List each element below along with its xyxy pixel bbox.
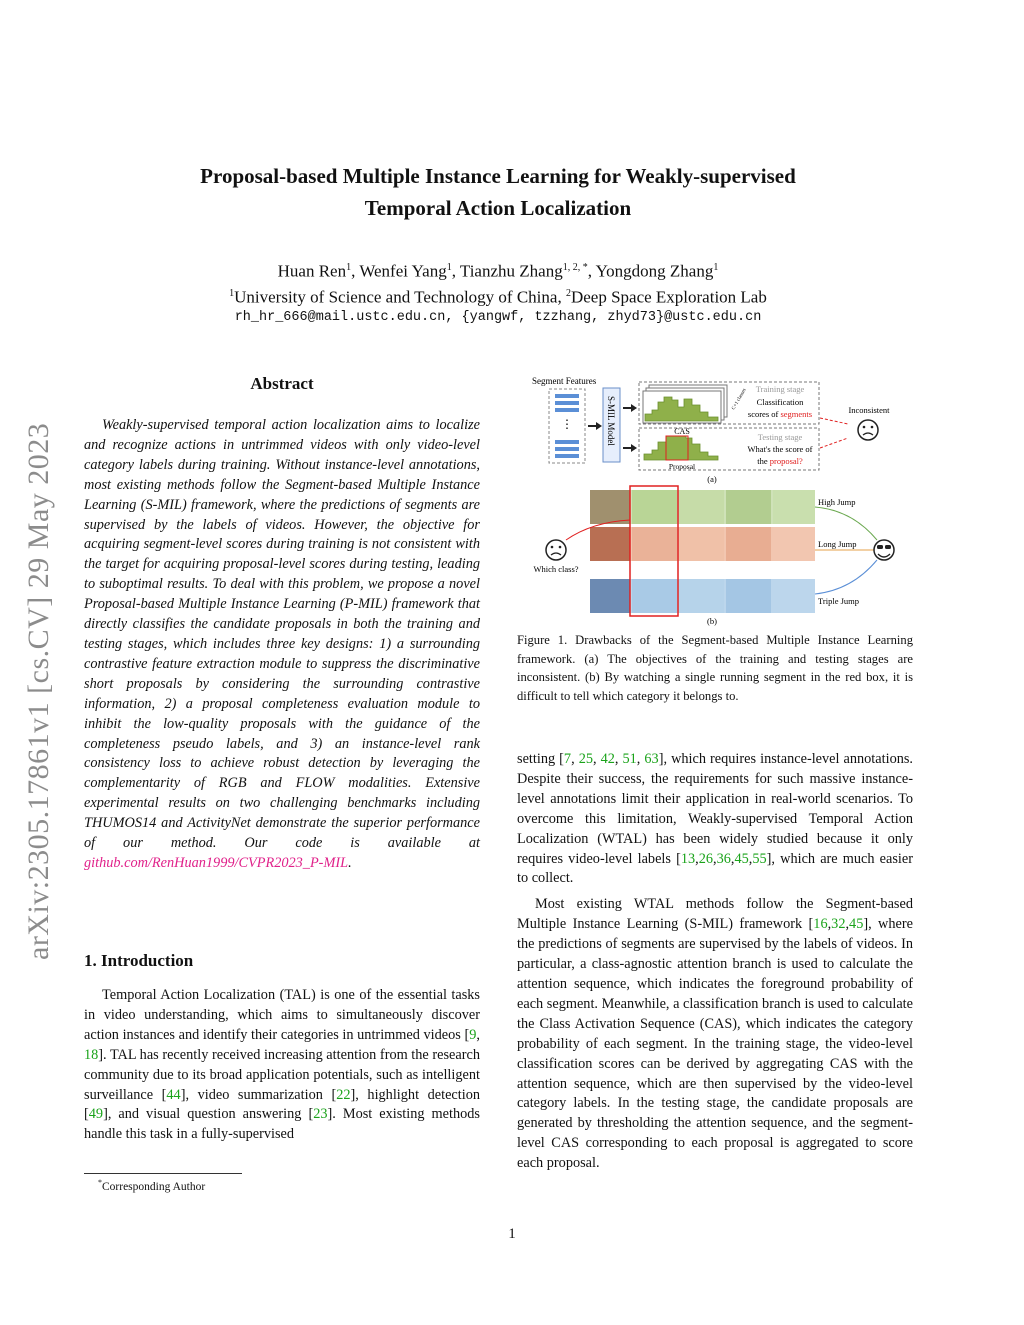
citation-link[interactable]: 7 xyxy=(563,751,572,767)
footnote-text: Corresponding Author xyxy=(102,1180,206,1193)
video-strip-high-jump xyxy=(590,490,815,524)
citation-link[interactable]: 44 xyxy=(166,1086,181,1103)
citation-link[interactable]: 22 xyxy=(336,1086,351,1103)
intro-text: ], highlight detection [ xyxy=(84,1086,481,1123)
fig-label-which-class: Which class? xyxy=(533,564,579,574)
right-column-text xyxy=(517,750,913,1180)
fig-label-whats-score: What's the score of xyxy=(747,444,813,454)
fig-label-testing-stage: Testing stage xyxy=(757,432,803,442)
abstract-text: Weakly-supervised temporal action localization aims to localize and recognize actions in untrimmed videos with only video-level category labels during training. Without instance-level annotations, most existing methods follow the Segment-based Multiple Instance Learning (S-MIL) framework, where the predictions of segments are supervised by the labels of videos. However, the objective for acquiring segment-level scores during training is not consistent with the target for acquiring proposal-level scores during testing, leading to suboptimal results. To deal with this problem, we propose a novel Proposal-based Multiple Instance Learning (P-MIL) framework that directly classifies the candidate proposals in both the training and testing stages, which includes three key designs: 1) a surrounding contrastive feature extraction module to suppress the discriminative short proposals by considering the surrounding contrastive information, 2) a proposal completeness evaluation module to inhibit the low-quality proposals with the guidance of the completeness pseudo labels, and 3) an instance-level rank consistency loss to achieve robust detection by leveraging the complementarity of RGB and FLOW modalities. Extensive experimental results on two challenging benchmarks including THUMOS14 and ActivityNet demonstrate the superior performance of our method. Our code is available at xyxy=(84,417,480,852)
fig-label-classification: Classification xyxy=(756,397,804,407)
citation-link[interactable]: 49 xyxy=(88,1106,104,1123)
abstract-body xyxy=(84,416,480,874)
code-link[interactable]: github.com/RenHuan1999/CVPR2023_P-MIL xyxy=(84,854,349,871)
intro-text: ], video summarization [ xyxy=(180,1086,337,1103)
citation-link[interactable]: 55 xyxy=(752,850,767,867)
video-strip-long-jump xyxy=(590,527,815,561)
intro-text: ]. TAL has recently received increasing attention from the research community due to its broad application potentials, such as intelligent surveillance [ xyxy=(84,1046,480,1103)
cool-face-icon xyxy=(874,540,894,560)
footnote-mark: * xyxy=(98,1178,102,1187)
inconsistent-link-top xyxy=(820,418,848,424)
footnote-rule xyxy=(84,1173,242,1174)
inconsistent-link-bottom xyxy=(820,438,848,448)
citation-link[interactable]: 63 xyxy=(644,751,659,767)
author-name: Yongdong Zhang xyxy=(595,261,714,281)
arrow-triple-jump xyxy=(815,560,877,594)
citation-link[interactable]: 51 xyxy=(622,751,637,767)
citation-link[interactable]: 13 xyxy=(680,850,696,867)
title-line-1: Proposal-based Multiple Instance Learning for Weakly-supervised xyxy=(200,164,796,188)
right-paragraph-1: setting [7, 25, 42, 51, 63], which requires instance-level annotations. Despite their success, the requirements for such massive instance-level annotations limit their application in real-world scenarios. To overcome this limitation, Weakly-supervised Temporal Action Localization (WTAL) has been widely studied because it only requires video-level labels [13,26,36,45,55], which are much easier to collect. xyxy=(517,751,914,887)
author-affil-mark: 1 xyxy=(713,262,719,273)
sad-face-icon xyxy=(858,420,878,440)
citation-link[interactable]: 18 xyxy=(84,1046,99,1063)
fig-label-high-jump: High Jump xyxy=(818,497,856,507)
page-number: 1 xyxy=(508,1226,516,1242)
intro-text: Temporal Action Localization (TAL) is one of the essential tasks in video understanding, which aims to simultaneously discover action instances and identify their categories in untrimmed videos [ xyxy=(84,987,480,1043)
arxiv-stamp: arXiv:2305.17861v1 [cs.CV] 29 May 2023 xyxy=(22,422,55,960)
sad-face-icon xyxy=(546,540,566,560)
affiliations: $^1$University of Science and Technology of China, $^2$Deep Space Exploration Lab xyxy=(229,287,767,307)
citation-link[interactable]: 36 xyxy=(716,850,731,867)
ellipsis-icon: ⋮ xyxy=(561,417,573,431)
abstract-heading: Abstract xyxy=(250,374,314,393)
intro-paragraph xyxy=(84,986,480,1145)
figure-1-caption: Figure 1. Drawbacks of the Segment-based Multiple Instance Learning framework. (a) The objectives of the training and testing stages are inconsistent. (b) By watching a single running segment in the red box, it is difficult to tell which category it belongs to. xyxy=(517,633,913,703)
right-paragraph-2: Most existing WTAL methods follow the Segment-based Multiple Instance Learning (S-MIL) framework [16,32,45], where the predictions of segments are supervised by the labels of videos. In particular, a class-agnostic attention branch is used to calculate the attention sequence, which indicates the foreground probability of each segment. Meanwhile, a classification branch is used to calculate the Class Activation Sequence (CAS), which indicates the category probability of each segment. In the training stage, the video-level classification scores can be derived by aggregating CAS with the attention sequence, which are then supervised by the video-level category labels. In the testing stage, the candidate proposals are generated by thresholding the attention sequence, and the segment-level CAS corresponding to each proposal is aggregated to score each proposal. xyxy=(517,896,913,1172)
fig-label-cas: CAS xyxy=(674,427,690,436)
abstract-end: . xyxy=(348,854,352,871)
intro-text: ], and visual question answering [ xyxy=(103,1106,314,1123)
author-affil-mark: 1, 2, * xyxy=(562,262,588,273)
fig-label-the-proposal: the proposal? xyxy=(757,456,803,466)
intro-text: ]. Most existing methods handle this task in a fully-supervised xyxy=(84,1106,480,1143)
author-affil-mark: 1 xyxy=(446,262,452,273)
citation-link[interactable]: 42 xyxy=(600,751,615,767)
affil-mark: 2 xyxy=(565,288,571,299)
paper-title xyxy=(120,160,876,224)
author-name: Tianzhu Zhang xyxy=(459,261,563,281)
author-name: Huan Ren xyxy=(277,261,347,281)
arrow-high-jump xyxy=(815,507,877,540)
fig-label-segment-features: Segment Features xyxy=(532,376,597,386)
fig-label-b: (b) xyxy=(707,616,717,626)
arrow-head-icon xyxy=(596,422,602,430)
title-line-2: Temporal Action Localization xyxy=(364,196,632,220)
citation-link[interactable]: 26 xyxy=(698,850,714,867)
author-affil-mark: 1 xyxy=(346,262,352,273)
cas-stack xyxy=(643,385,727,423)
fig-label-training-stage: Training stage xyxy=(755,384,805,394)
fig-label-smil-model: S-MIL Model xyxy=(606,396,616,446)
intro-text: , xyxy=(476,1026,480,1043)
author-emails[interactable]: rh_hr_666@mail.ustc.edu.cn, {yangwf, tzzhang, zhyd73}@ustc.edu.cn xyxy=(234,310,762,325)
arrow-head-icon xyxy=(631,444,637,452)
author-name: Wenfei Yang xyxy=(359,261,447,281)
fig-label-classes: C+1 classes xyxy=(731,387,748,411)
citation-link[interactable]: 23 xyxy=(313,1106,328,1123)
fig-label-a: (a) xyxy=(707,474,717,484)
fig-label-triple-jump: Triple Jump xyxy=(818,596,860,606)
arrow-head-icon xyxy=(631,404,637,412)
citation-link[interactable]: 45 xyxy=(734,850,749,867)
citation-link[interactable]: 16 xyxy=(813,916,828,933)
attention-sequence xyxy=(644,436,718,460)
citation-link[interactable]: 32 xyxy=(831,916,846,933)
section-heading-introduction: 1. Introduction xyxy=(84,951,194,970)
fig-label-proposal: Proposal xyxy=(668,462,696,471)
fig-label-long-jump: Long Jump xyxy=(818,539,857,549)
affil-mark: 1 xyxy=(229,288,235,299)
video-strip-triple-jump xyxy=(590,579,815,613)
affil-name: Deep Space Exploration Lab xyxy=(570,287,767,307)
footnote xyxy=(98,1178,205,1193)
author-list: Huan Ren$^1$, Wenfei Yang$^1$, Tianzhu Zhang$^{1, 2, *}$, Yongdong Zhang$^1$ xyxy=(277,261,719,281)
figure-1 xyxy=(522,372,916,628)
citation-link[interactable]: 45 xyxy=(849,916,864,933)
affil-name: University of Science and Technology of China xyxy=(234,287,558,307)
citation-link[interactable]: 9 xyxy=(469,1026,477,1043)
fig-label-scores-of-segments: scores of segments xyxy=(747,409,813,419)
citation-link[interactable]: 25 xyxy=(578,751,593,767)
fig-label-inconsistent: Inconsistent xyxy=(848,405,890,415)
